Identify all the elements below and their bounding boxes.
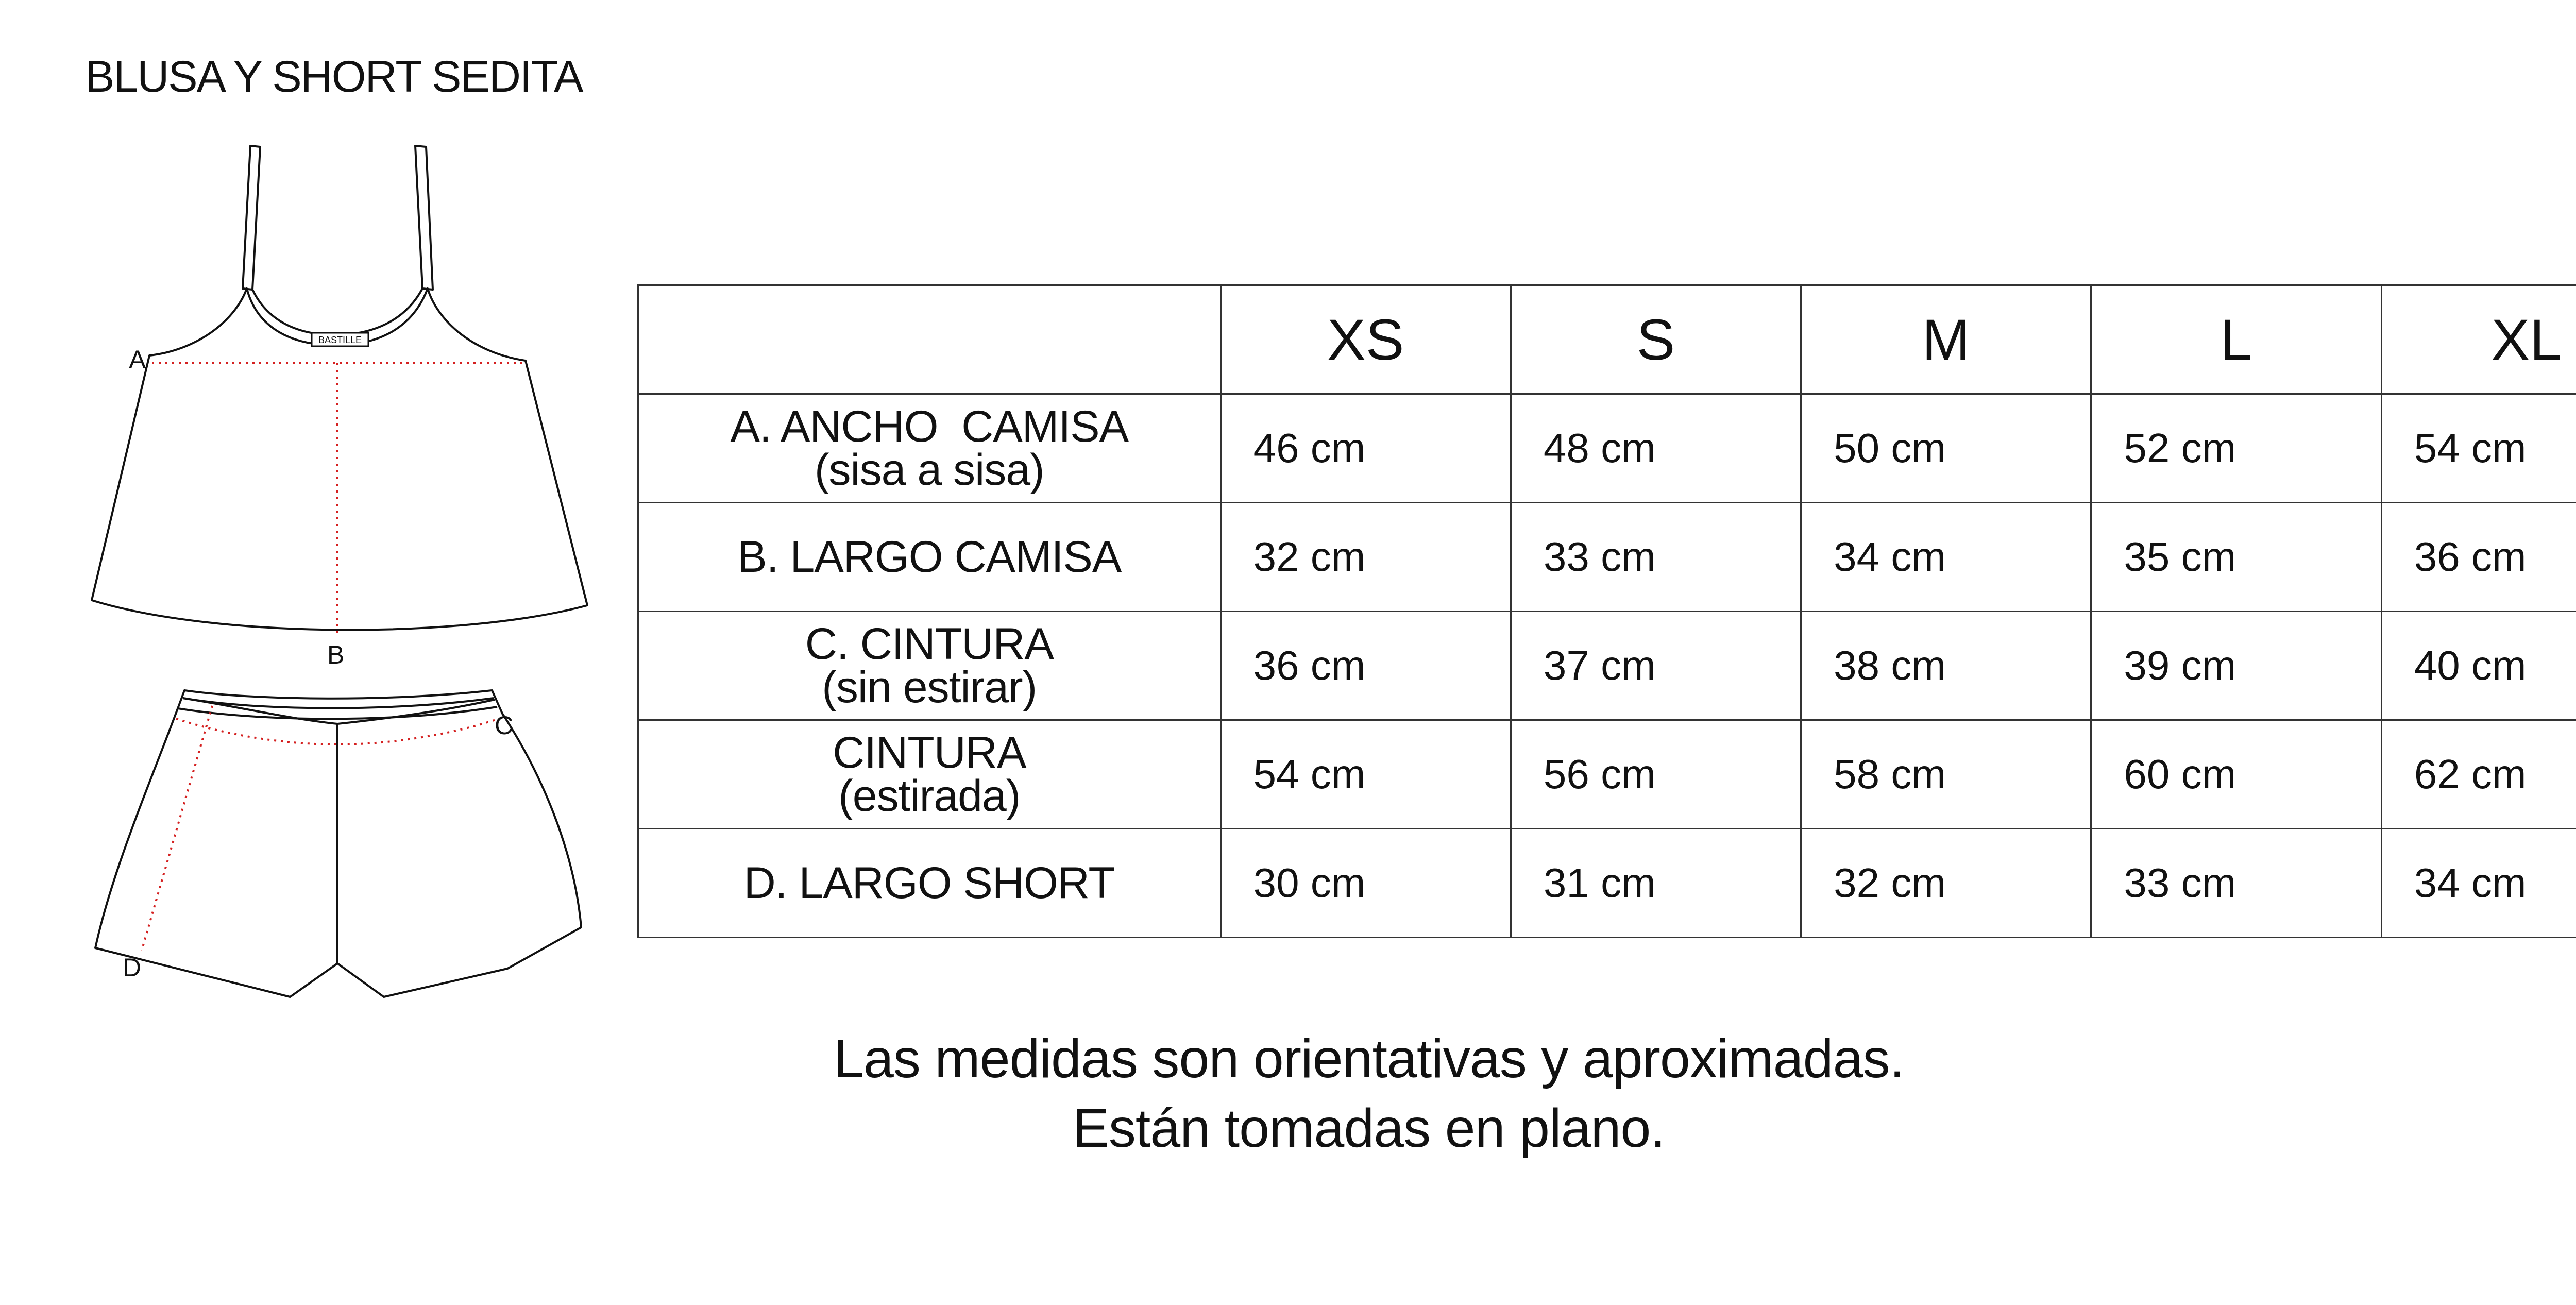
row-label — [638, 394, 1221, 503]
row-label — [638, 503, 1221, 612]
table-row-largo-short — [638, 829, 2576, 938]
brand-label-text: BASTILLE — [318, 335, 362, 345]
camisole-outline — [92, 146, 587, 630]
size-header-xs: XS — [1221, 285, 1511, 394]
row-label-main: C. CINTURA — [805, 619, 1054, 669]
row-label-main: D. LARGO SHORT — [743, 858, 1115, 908]
table-cell: 54 cm — [1221, 720, 1511, 829]
size-header-l: L — [2091, 285, 2381, 394]
table-cell: 50 cm — [1801, 394, 2091, 503]
row-label-sub: (sin estirar) — [822, 663, 1037, 712]
table-cell: 30 cm — [1221, 829, 1511, 938]
point-label-b: B — [327, 640, 345, 669]
table-row-cintura-sin-estirar — [638, 612, 2576, 720]
table-cell: 52 cm — [2091, 394, 2381, 503]
table-cell: 32 cm — [1801, 829, 2091, 938]
table-row-largo-camisa — [638, 503, 2576, 612]
row-label-sub: (estirada) — [838, 771, 1021, 821]
row-label — [638, 829, 1221, 938]
point-label-a: A — [129, 345, 146, 374]
table-row-cintura-estirada — [638, 720, 2576, 829]
row-label-main: CINTURA — [833, 728, 1026, 777]
table-cell: 62 cm — [2381, 720, 2576, 829]
size-header-row — [638, 285, 2576, 394]
size-header-xl: XL — [2381, 285, 2576, 394]
table-cell: 37 cm — [1511, 612, 1801, 720]
table-cell: 39 cm — [2091, 612, 2381, 720]
table-row-ancho-camisa — [638, 394, 2576, 503]
garment-diagram — [0, 0, 644, 1030]
table-cell: 33 cm — [1511, 503, 1801, 612]
table-cell: 32 cm — [1221, 503, 1511, 612]
size-chart-table — [637, 284, 2576, 938]
table-cell: 56 cm — [1511, 720, 1801, 829]
point-label-c: C — [495, 711, 514, 740]
table-cell: 54 cm — [2381, 394, 2576, 503]
table-cell: 48 cm — [1511, 394, 1801, 503]
point-label-d: D — [123, 953, 142, 982]
size-header-s: S — [1511, 285, 1801, 394]
page-title: BLUSA Y SHORT SEDITA — [85, 52, 583, 101]
table-cell: 58 cm — [1801, 720, 2091, 829]
table-cell: 34 cm — [2381, 829, 2576, 938]
table-cell: 36 cm — [2381, 503, 2576, 612]
table-cell: 34 cm — [1801, 503, 2091, 612]
row-label-sub: (sisa a sisa) — [814, 445, 1044, 495]
table-cell: 31 cm — [1511, 829, 1801, 938]
row-label — [638, 612, 1221, 720]
table-cell: 60 cm — [2091, 720, 2381, 829]
table-cell: 46 cm — [1221, 394, 1511, 503]
note-line-1: Las medidas son orientativas y aproximadas. — [833, 1028, 1905, 1089]
table-cell: 40 cm — [2381, 612, 2576, 720]
table-cell: 33 cm — [2091, 829, 2381, 938]
table-cell: 35 cm — [2091, 503, 2381, 612]
table-cell: 38 cm — [1801, 612, 2091, 720]
size-header-m: M — [1801, 285, 2091, 394]
row-label-main: B. LARGO CAMISA — [737, 532, 1122, 582]
measure-line-d — [142, 706, 212, 951]
row-label-main: A. ANCHO CAMISA — [730, 402, 1129, 451]
row-label — [638, 720, 1221, 829]
table-cell: 36 cm — [1221, 612, 1511, 720]
note-line-2: Están tomadas en plano. — [1073, 1098, 1665, 1159]
header-empty-cell — [638, 285, 1221, 394]
